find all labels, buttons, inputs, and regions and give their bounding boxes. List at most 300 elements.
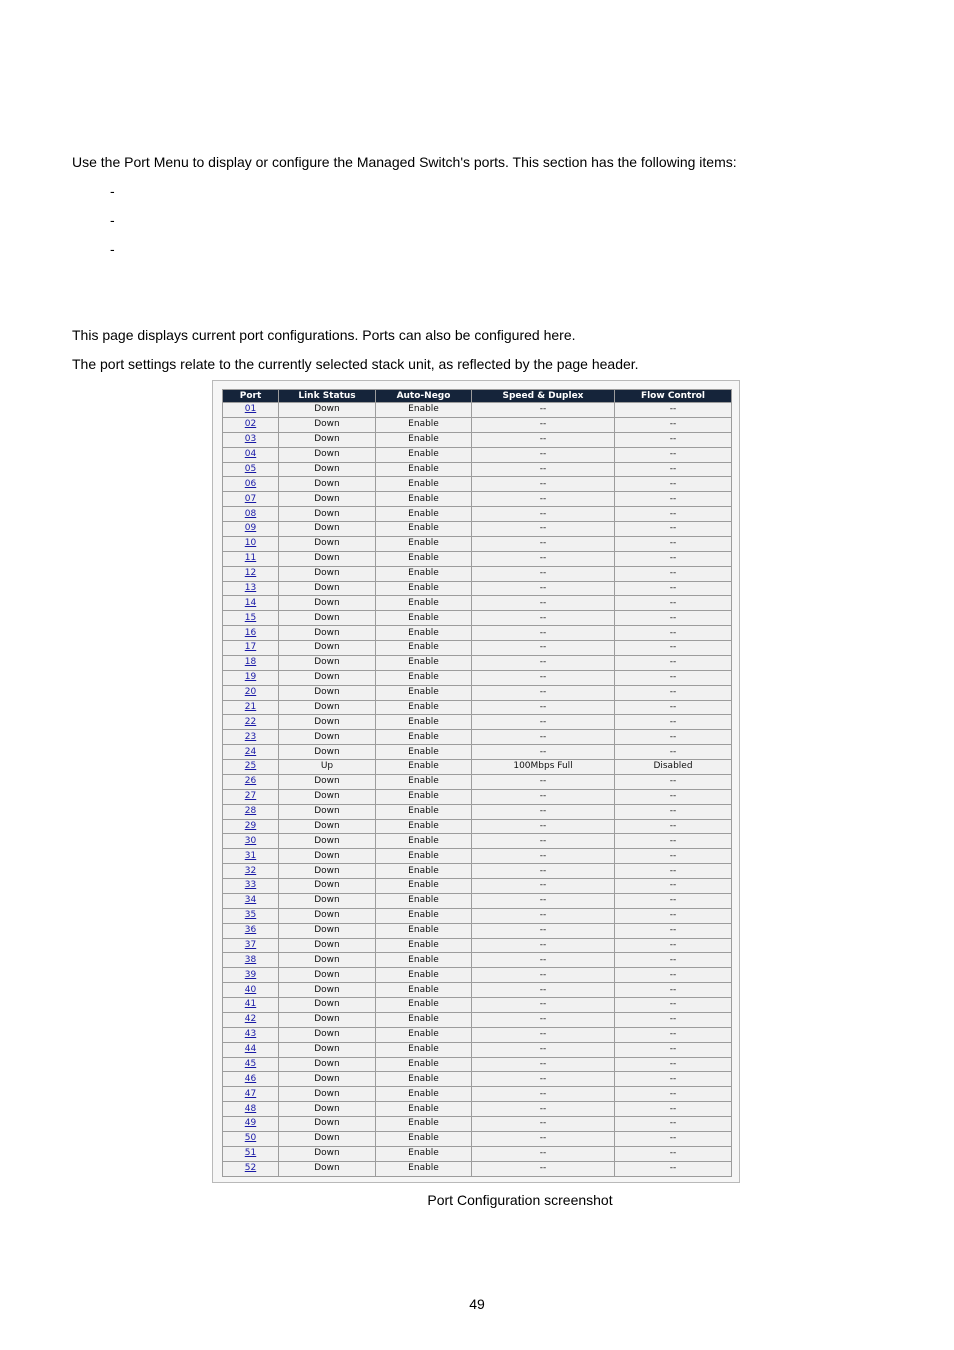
section-paragraph-2: The port settings relate to the currently selected stack unit, as reflected by the page header. [72,356,639,372]
port-link[interactable]: 28 [244,806,257,817]
cell-auto-nego: Enable [376,1072,471,1086]
table-row [223,403,731,417]
port-link[interactable]: 05 [244,463,257,474]
cell-port [223,834,278,848]
bullet-item: - [110,212,115,228]
port-link[interactable]: 47 [244,1088,257,1099]
cell-speed-duplex: -- [472,552,614,566]
cell-port [223,656,278,670]
cell-link-status: Down [279,537,375,551]
table-header-row [223,390,731,402]
cell-speed-duplex: -- [472,1058,614,1072]
port-link[interactable]: 49 [244,1118,257,1129]
cell-port [223,1028,278,1042]
cell-flow-control: -- [615,879,731,893]
cell-flow-control: -- [615,448,731,462]
cell-link-status: Down [279,656,375,670]
cell-flow-control: -- [615,552,731,566]
port-link[interactable]: 16 [244,627,257,638]
table-row [223,820,731,834]
cell-auto-nego: Enable [376,834,471,848]
cell-link-status: Down [279,924,375,938]
table-row [223,463,731,477]
cell-auto-nego: Enable [376,1043,471,1057]
cell-link-status: Down [279,433,375,447]
table-row [223,924,731,938]
port-link[interactable]: 30 [244,835,257,846]
port-link[interactable]: 11 [244,553,257,564]
cell-link-status: Down [279,507,375,521]
cell-flow-control: -- [615,715,731,729]
port-link[interactable]: 08 [244,508,257,519]
table-row [223,1147,731,1161]
cell-auto-nego: Enable [376,641,471,655]
table-row [223,1132,731,1146]
cell-port [223,701,278,715]
cell-link-status: Down [279,463,375,477]
port-link[interactable]: 50 [244,1133,257,1144]
table-row [223,909,731,923]
table-row [223,552,731,566]
port-link[interactable]: 02 [244,419,257,430]
cell-auto-nego: Enable [376,611,471,625]
port-link[interactable]: 17 [244,642,257,653]
port-link[interactable]: 21 [244,701,257,712]
table-row [223,1072,731,1086]
cell-port [223,820,278,834]
port-link[interactable]: 12 [244,568,257,579]
table-row [223,686,731,700]
cell-link-status: Down [279,626,375,640]
port-link[interactable]: 25 [244,761,257,772]
cell-port [223,968,278,982]
cell-speed-duplex: -- [472,953,614,967]
table-row [223,507,731,521]
table-row [223,834,731,848]
cell-link-status: Down [279,596,375,610]
header-port: Port [223,390,278,402]
table-row [223,894,731,908]
cell-auto-nego: Enable [376,418,471,432]
port-link[interactable]: 06 [244,478,257,489]
cell-flow-control: -- [615,596,731,610]
cell-flow-control: -- [615,656,731,670]
cell-link-status: Down [279,522,375,536]
cell-flow-control: -- [615,1162,731,1176]
cell-port [223,1072,278,1086]
cell-speed-duplex: -- [472,567,614,581]
cell-port [223,582,278,596]
figure-caption: Port Configuration screenshot [427,1192,613,1208]
cell-auto-nego: Enable [376,1058,471,1072]
table-row [223,864,731,878]
port-link[interactable]: 15 [244,612,257,623]
cell-link-status: Down [279,448,375,462]
cell-auto-nego: Enable [376,433,471,447]
cell-speed-duplex: -- [472,522,614,536]
cell-speed-duplex: -- [472,626,614,640]
cell-speed-duplex: -- [472,1043,614,1057]
cell-flow-control: -- [615,686,731,700]
cell-flow-control: -- [615,582,731,596]
cell-port [223,1132,278,1146]
port-link[interactable]: 31 [244,850,257,861]
port-link[interactable]: 38 [244,954,257,965]
cell-link-status: Down [279,953,375,967]
port-link[interactable]: 09 [244,523,257,534]
cell-flow-control: -- [615,522,731,536]
table-row [223,701,731,715]
cell-speed-duplex: -- [472,507,614,521]
cell-link-status: Down [279,834,375,848]
table-row [223,448,731,462]
cell-auto-nego: Enable [376,924,471,938]
cell-speed-duplex: -- [472,775,614,789]
cell-link-status: Down [279,983,375,997]
cell-auto-nego: Enable [376,626,471,640]
cell-speed-duplex: -- [472,656,614,670]
table-row [223,537,731,551]
cell-link-status: Up [279,760,375,774]
table-row [223,1058,731,1072]
cell-link-status: Down [279,909,375,923]
cell-auto-nego: Enable [376,567,471,581]
cell-auto-nego: Enable [376,448,471,462]
port-link[interactable]: 10 [244,538,257,549]
port-link[interactable]: 27 [244,791,257,802]
header-link-status: Link Status [279,390,375,402]
cell-flow-control: -- [615,775,731,789]
port-link[interactable]: 35 [244,910,257,921]
table-row [223,998,731,1012]
cell-link-status: Down [279,1087,375,1101]
cell-port [223,849,278,863]
table-row [223,626,731,640]
cell-auto-nego: Enable [376,537,471,551]
section-paragraph-1: This page displays current port configurations. Ports can also be configured here. [72,327,576,343]
port-link[interactable]: 42 [244,1014,257,1025]
cell-speed-duplex: -- [472,463,614,477]
cell-port [223,745,278,759]
table-row [223,418,731,432]
cell-auto-nego: Enable [376,1117,471,1131]
table-row [223,522,731,536]
cell-link-status: Down [279,745,375,759]
cell-port [223,552,278,566]
cell-flow-control: -- [615,730,731,744]
cell-link-status: Down [279,790,375,804]
cell-link-status: Down [279,864,375,878]
port-link[interactable]: 34 [244,895,257,906]
cell-port [223,909,278,923]
cell-port [223,477,278,491]
cell-speed-duplex: -- [472,1087,614,1101]
cell-port [223,924,278,938]
header-speed-duplex: Speed & Duplex [472,390,614,402]
cell-speed-duplex: -- [472,1147,614,1161]
cell-auto-nego: Enable [376,477,471,491]
cell-auto-nego: Enable [376,671,471,685]
cell-link-status: Down [279,939,375,953]
cell-flow-control: -- [615,1058,731,1072]
cell-speed-duplex: -- [472,968,614,982]
port-link[interactable]: 19 [244,672,257,683]
cell-link-status: Down [279,1013,375,1027]
cell-link-status: Down [279,418,375,432]
port-link[interactable]: 24 [244,746,257,757]
cell-speed-duplex: -- [472,730,614,744]
cell-auto-nego: Enable [376,1028,471,1042]
cell-speed-duplex: -- [472,834,614,848]
cell-auto-nego: Enable [376,403,471,417]
port-link[interactable]: 52 [244,1163,257,1174]
cell-port [223,1147,278,1161]
cell-auto-nego: Enable [376,1132,471,1146]
cell-auto-nego: Enable [376,849,471,863]
cell-flow-control: -- [615,1013,731,1027]
cell-port [223,1087,278,1101]
cell-auto-nego: Enable [376,983,471,997]
cell-flow-control: -- [615,507,731,521]
cell-flow-control: -- [615,864,731,878]
cell-port [223,760,278,774]
cell-port [223,507,278,521]
port-link[interactable]: 41 [244,999,257,1010]
cell-auto-nego: Enable [376,596,471,610]
cell-flow-control: -- [615,953,731,967]
cell-speed-duplex: -- [472,998,614,1012]
cell-flow-control: -- [615,463,731,477]
port-link[interactable]: 18 [244,657,257,668]
port-link[interactable]: 45 [244,1058,257,1069]
cell-flow-control: -- [615,790,731,804]
cell-auto-nego: Enable [376,1102,471,1116]
cell-speed-duplex: -- [472,418,614,432]
cell-link-status: Down [279,1058,375,1072]
cell-speed-duplex: -- [472,1028,614,1042]
cell-port [223,894,278,908]
cell-port [223,953,278,967]
cell-auto-nego: Enable [376,686,471,700]
cell-link-status: Down [279,1132,375,1146]
cell-speed-duplex: -- [472,790,614,804]
cell-link-status: Down [279,730,375,744]
table-row [223,745,731,759]
cell-speed-duplex: -- [472,1072,614,1086]
port-link[interactable]: 29 [244,820,257,831]
cell-link-status: Down [279,567,375,581]
cell-flow-control: -- [615,894,731,908]
cell-link-status: Down [279,1162,375,1176]
cell-auto-nego: Enable [376,507,471,521]
cell-speed-duplex: -- [472,805,614,819]
cell-port [223,1058,278,1072]
cell-port [223,1117,278,1131]
cell-speed-duplex: -- [472,686,614,700]
cell-speed-duplex: -- [472,477,614,491]
cell-flow-control: -- [615,849,731,863]
cell-link-status: Down [279,998,375,1012]
cell-link-status: Down [279,403,375,417]
cell-flow-control: -- [615,1147,731,1161]
cell-speed-duplex: -- [472,701,614,715]
port-link[interactable]: 14 [244,597,257,608]
cell-link-status: Down [279,879,375,893]
cell-flow-control: -- [615,1087,731,1101]
cell-flow-control: -- [615,537,731,551]
port-configuration-screenshot [212,380,740,1183]
cell-speed-duplex: -- [472,1132,614,1146]
cell-flow-control: -- [615,1102,731,1116]
table-row [223,849,731,863]
cell-speed-duplex: -- [472,820,614,834]
port-link[interactable]: 13 [244,582,257,593]
cell-port [223,641,278,655]
cell-link-status: Down [279,641,375,655]
cell-auto-nego: Enable [376,879,471,893]
cell-auto-nego: Enable [376,1147,471,1161]
port-link[interactable]: 51 [244,1148,257,1159]
table-row [223,433,731,447]
cell-link-status: Down [279,1072,375,1086]
cell-port [223,626,278,640]
table-row [223,879,731,893]
table-row [223,611,731,625]
table-row [223,477,731,491]
cell-flow-control: -- [615,939,731,953]
cell-flow-control: -- [615,641,731,655]
cell-flow-control: -- [615,626,731,640]
cell-auto-nego: Enable [376,656,471,670]
cell-flow-control: -- [615,433,731,447]
table-row [223,939,731,953]
table-row [223,790,731,804]
port-link[interactable]: 46 [244,1073,257,1084]
cell-port [223,522,278,536]
cell-auto-nego: Enable [376,939,471,953]
table-row [223,582,731,596]
cell-flow-control: -- [615,745,731,759]
cell-flow-control: -- [615,909,731,923]
port-link[interactable]: 23 [244,731,257,742]
cell-port [223,1013,278,1027]
cell-link-status: Down [279,805,375,819]
cell-port [223,433,278,447]
port-link[interactable]: 01 [244,404,257,415]
cell-flow-control: -- [615,492,731,506]
cell-speed-duplex: -- [472,849,614,863]
port-link[interactable]: 37 [244,939,257,950]
cell-link-status: Down [279,968,375,982]
cell-auto-nego: Enable [376,463,471,477]
cell-link-status: Down [279,1043,375,1057]
cell-flow-control: -- [615,805,731,819]
cell-flow-control: -- [615,567,731,581]
cell-auto-nego: Enable [376,1013,471,1027]
cell-port [223,730,278,744]
header-flow-control: Flow Control [615,390,731,402]
cell-port [223,537,278,551]
port-link[interactable]: 26 [244,776,257,787]
cell-speed-duplex: -- [472,909,614,923]
port-link[interactable]: 48 [244,1103,257,1114]
table-row [223,1162,731,1176]
cell-link-status: Down [279,552,375,566]
cell-flow-control: -- [615,671,731,685]
port-link[interactable]: 40 [244,984,257,995]
cell-flow-control: -- [615,701,731,715]
cell-link-status: Down [279,477,375,491]
cell-speed-duplex: -- [472,403,614,417]
cell-speed-duplex: -- [472,433,614,447]
cell-flow-control: -- [615,403,731,417]
port-link[interactable]: 20 [244,687,257,698]
cell-link-status: Down [279,1102,375,1116]
cell-port [223,403,278,417]
cell-auto-nego: Enable [376,864,471,878]
table-row [223,968,731,982]
port-link[interactable]: 03 [244,434,257,445]
cell-speed-duplex: -- [472,745,614,759]
cell-speed-duplex: -- [472,939,614,953]
cell-flow-control: -- [615,477,731,491]
port-link[interactable]: 36 [244,925,257,936]
cell-flow-control: -- [615,924,731,938]
cell-port [223,983,278,997]
port-link[interactable]: 33 [244,880,257,891]
port-link[interactable]: 04 [244,449,257,460]
cell-speed-duplex: -- [472,715,614,729]
port-link[interactable]: 07 [244,493,257,504]
cell-port [223,1102,278,1116]
cell-port [223,715,278,729]
table-row [223,641,731,655]
cell-link-status: Down [279,849,375,863]
cell-auto-nego: Enable [376,909,471,923]
port-link[interactable]: 43 [244,1029,257,1040]
cell-speed-duplex: -- [472,924,614,938]
table-row [223,1043,731,1057]
cell-auto-nego: Enable [376,492,471,506]
port-link[interactable]: 44 [244,1044,257,1055]
cell-link-status: Down [279,715,375,729]
table-row [223,760,731,774]
cell-port [223,939,278,953]
cell-auto-nego: Enable [376,894,471,908]
cell-link-status: Down [279,894,375,908]
cell-auto-nego: Enable [376,1087,471,1101]
cell-port [223,448,278,462]
cell-link-status: Down [279,1028,375,1042]
cell-auto-nego: Enable [376,1162,471,1176]
bullet-item: - [110,183,115,199]
table-row [223,775,731,789]
table-row [223,1102,731,1116]
port-link[interactable]: 39 [244,969,257,980]
port-link[interactable]: 32 [244,865,257,876]
port-link[interactable]: 22 [244,716,257,727]
cell-speed-duplex: -- [472,641,614,655]
cell-port [223,805,278,819]
cell-port [223,879,278,893]
cell-auto-nego: Enable [376,790,471,804]
cell-port [223,492,278,506]
cell-link-status: Down [279,582,375,596]
cell-auto-nego: Enable [376,552,471,566]
cell-flow-control: -- [615,1117,731,1131]
cell-link-status: Down [279,686,375,700]
cell-flow-control: -- [615,1043,731,1057]
